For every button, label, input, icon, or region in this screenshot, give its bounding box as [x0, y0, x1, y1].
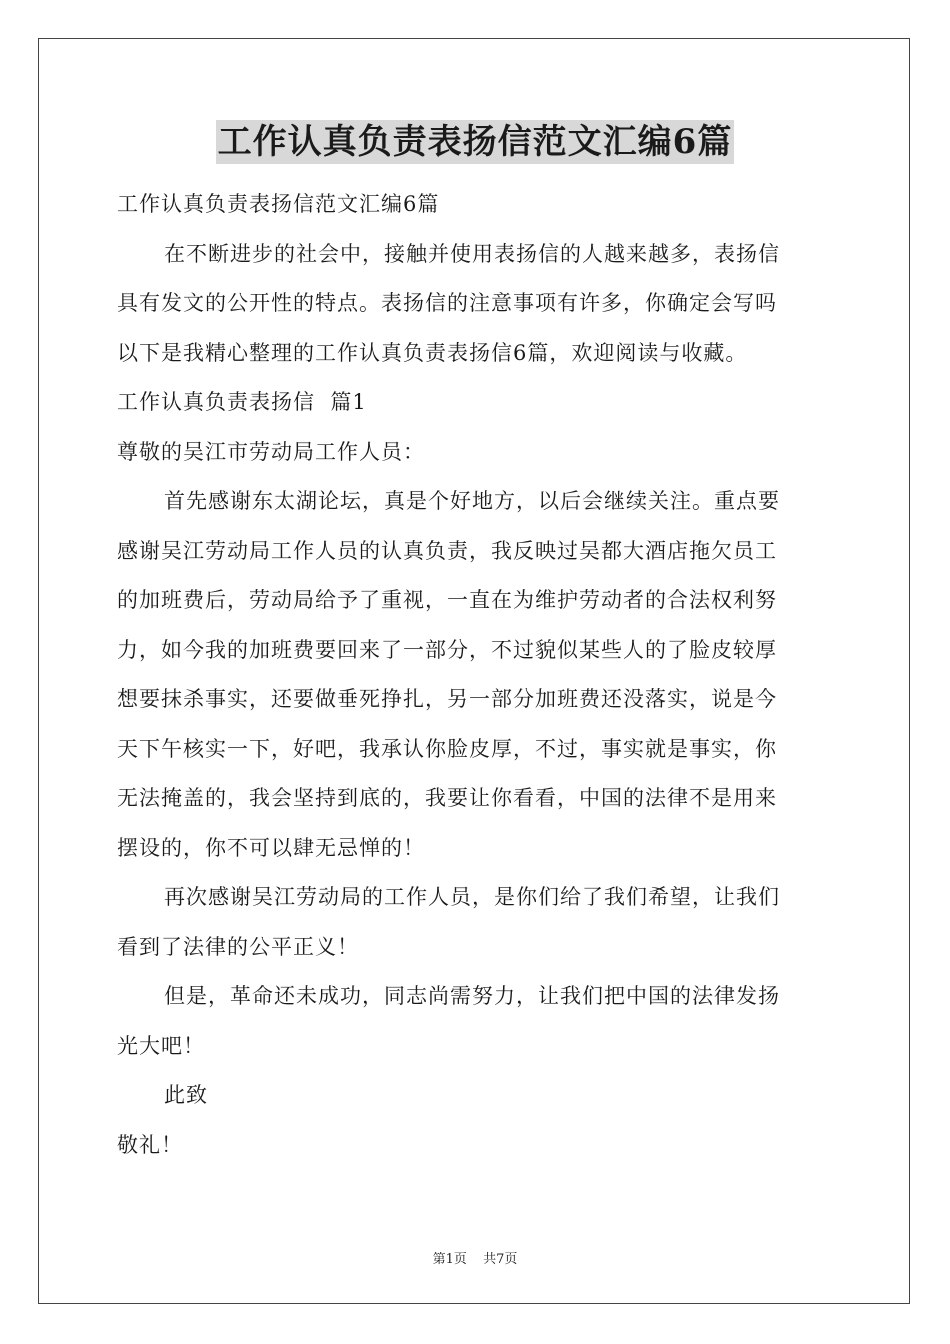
- paragraph-line: 在不断进步的社会中，接触并使用表扬信的人越来越多，表扬信: [164, 241, 780, 266]
- intro-paragraph: [117, 230, 833, 379]
- paragraph-line: 以下是我精心整理的工作认真负责表扬信6篇，欢迎阅读与收藏。: [117, 340, 748, 365]
- closing-jingli: 敬礼！: [117, 1132, 183, 1157]
- body-paragraph-1: [117, 477, 833, 873]
- salutation: 尊敬的吴江市劳动局工作人员：: [117, 439, 425, 464]
- title-wrap: [117, 120, 833, 180]
- paragraph-line: 看到了法律的公平正义！: [117, 934, 359, 959]
- document-title: 工作认真负责表扬信范文汇编6篇: [217, 122, 733, 162]
- paragraph-line: 具有发文的公开性的特点。表扬信的注意事项有许多，你确定会写吗: [117, 291, 777, 315]
- body-paragraph-2: [117, 873, 833, 972]
- body-paragraph-3: [117, 972, 833, 1071]
- document-body: [117, 120, 833, 1170]
- page-number: 第1页: [432, 1252, 467, 1267]
- paragraph-line: 无法掩盖的，我会坚持到底的，我要让你看看，中国的法律不是用来: [117, 786, 777, 810]
- paragraph-line: 光大吧！: [117, 1033, 205, 1058]
- closing-zhizhi: 此致: [164, 1083, 208, 1107]
- section-heading: 工作认真负责表扬信 篇1: [117, 390, 367, 414]
- page-total: 共7页: [483, 1252, 518, 1267]
- paragraph-line: 但是，革命还未成功，同志尚需努力，让我们把中国的法律发扬: [164, 984, 780, 1008]
- paragraph-line: 首先感谢东太湖论坛，真是个好地方，以后会继续关注。重点要: [164, 489, 780, 513]
- paragraph-line: 天下午核实一下，好吧，我承认你脸皮厚，不过，事实就是事实，你: [117, 736, 777, 761]
- paragraph-line: 想要抹杀事实，还要做垂死挣扎，另一部分加班费还没落实，说是今: [117, 687, 777, 711]
- paragraph-line: 感谢吴江劳动局工作人员的认真负责，我反映过吴都大酒店拖欠员工: [117, 538, 777, 563]
- page-footer: [0, 1248, 950, 1267]
- paragraph-line: 力，如今我的加班费要回来了一部分，不过貌似某些人的了脸皮较厚: [117, 637, 777, 662]
- paragraph-line: 的加班费后，劳动局给予了重视，一直在为维护劳动者的合法权利努: [117, 588, 777, 612]
- paragraph-line: 再次感谢吴江劳动局的工作人员，是你们给了我们希望，让我们: [164, 885, 780, 909]
- document-subtitle: 工作认真负责表扬信范文汇编6篇: [117, 192, 440, 216]
- paragraph-line: 摆设的，你不可以肆无忌惮的！: [117, 835, 425, 860]
